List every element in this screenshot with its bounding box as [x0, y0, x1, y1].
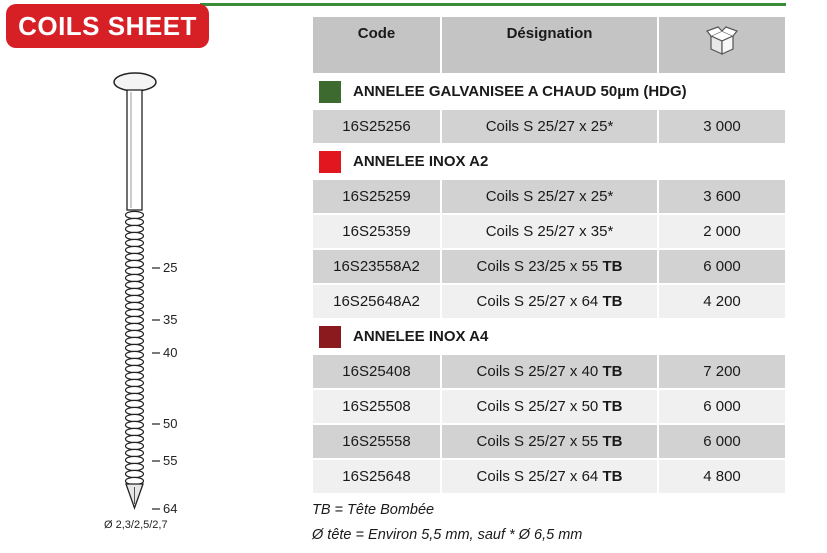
- nail-ring: [126, 379, 144, 386]
- cell-code: 16S25558: [313, 425, 442, 460]
- cell-quantity: 3 000: [659, 110, 785, 145]
- nail-ring: [126, 302, 144, 309]
- cell-code: 16S25259: [313, 180, 442, 215]
- cell-quantity: 6 000: [659, 250, 785, 285]
- nail-ring: [126, 295, 144, 302]
- nail-ring: [126, 344, 144, 351]
- cell-designation: [442, 460, 659, 495]
- nail-ring: [126, 393, 144, 400]
- nail-ring: [126, 267, 144, 274]
- nail-ring: [126, 288, 144, 295]
- designation-text: Coils S 25/27 x 50: [476, 398, 599, 415]
- nail-ring: [126, 246, 144, 253]
- cell-quantity: 3 600: [659, 180, 785, 215]
- table-row: [313, 390, 785, 425]
- designation-text: Coils S 25/27 x 64: [476, 468, 599, 485]
- nail-ring: [126, 274, 144, 281]
- section-title: [313, 145, 785, 180]
- nail-ring: [126, 456, 144, 463]
- designation-text: Coils S 25/27 x 25*: [485, 118, 614, 135]
- section-title-text: ANNELEE INOX A4: [353, 327, 489, 345]
- table-row: [313, 425, 785, 460]
- cell-designation: [442, 425, 659, 460]
- tb-marker: TB: [602, 363, 623, 380]
- nail-ring: [126, 337, 144, 344]
- section-title: [313, 320, 785, 355]
- cell-designation: [442, 110, 659, 145]
- section-title-text: ANNELEE INOX A2: [353, 152, 489, 170]
- cell-quantity: 4 800: [659, 460, 785, 495]
- dim-label-55: 55: [163, 453, 178, 468]
- table-row: [313, 355, 785, 390]
- nail-ring: [126, 351, 144, 358]
- nail-illustration: [0, 60, 200, 550]
- cell-quantity: 6 000: [659, 390, 785, 425]
- nail-ring: [126, 407, 144, 414]
- tb-marker: TB: [602, 398, 623, 415]
- dim-label-50: 50: [163, 416, 178, 431]
- nail-ring: [126, 358, 144, 365]
- table-header-row: [313, 17, 785, 75]
- nail-ring: [126, 253, 144, 260]
- nail-ring: [126, 421, 144, 428]
- designation-text: Coils S 25/27 x 35*: [485, 223, 614, 240]
- nail-ring: [126, 281, 144, 288]
- nail-ring: [126, 365, 144, 372]
- tb-marker: TB: [602, 293, 623, 310]
- designation-text: Coils S 25/27 x 64: [476, 293, 599, 310]
- cell-code: 16S25359: [313, 215, 442, 250]
- dim-label-35: 35: [163, 312, 178, 327]
- coils-sheet-badge: COILS SHEET: [6, 4, 209, 48]
- section-color-swatch: [319, 326, 341, 348]
- nail-ring: [126, 372, 144, 379]
- designation-text: Coils S 23/25 x 55: [476, 258, 599, 275]
- cell-quantity: 4 200: [659, 285, 785, 320]
- table-row: [313, 180, 785, 215]
- cell-code: 16S25508: [313, 390, 442, 425]
- cell-designation: [442, 215, 659, 250]
- designation-text: Coils S 25/27 x 40: [476, 363, 599, 380]
- section-color-swatch: [319, 81, 341, 103]
- dim-label-25: 25: [163, 260, 178, 275]
- nail-ring: [126, 449, 144, 456]
- nail-ring: [126, 323, 144, 330]
- nail-ring: [126, 463, 144, 470]
- table-row: [313, 250, 785, 285]
- cell-code: 16S25256: [313, 110, 442, 145]
- nail-ring: [126, 330, 144, 337]
- header-designation: Désignation: [442, 17, 659, 75]
- section-color-swatch: [319, 151, 341, 173]
- diameter-label: Ø 2,3/2,5/2,7: [104, 519, 168, 531]
- note-tb: TB = Tête Bombée: [312, 502, 435, 518]
- dim-label-64: 64: [163, 501, 178, 516]
- section-header-row: [313, 145, 785, 180]
- tb-marker: TB: [602, 468, 623, 485]
- header-code: Code: [313, 17, 442, 75]
- nail-ring: [126, 470, 144, 477]
- nail-ring: [126, 442, 144, 449]
- nail-ring: [126, 218, 144, 225]
- table-row: [313, 110, 785, 145]
- table-row: [313, 215, 785, 250]
- nail-ring: [126, 225, 144, 232]
- tb-marker: TB: [602, 433, 623, 450]
- tb-marker: TB: [602, 258, 623, 275]
- nail-ring: [126, 414, 144, 421]
- cell-quantity: 2 000: [659, 215, 785, 250]
- cell-designation: [442, 285, 659, 320]
- section-title-text: ANNELEE GALVANISEE A CHAUD 50µm (HDG): [353, 82, 687, 100]
- section-header-row: [313, 75, 785, 110]
- cell-designation: [442, 250, 659, 285]
- designation-text: Coils S 25/27 x 25*: [485, 188, 614, 205]
- designation-text: Coils S 25/27 x 55: [476, 433, 599, 450]
- cell-code: 16S25648: [313, 460, 442, 495]
- nail-ring: [126, 239, 144, 246]
- header-quantity: [659, 17, 785, 75]
- cell-code: 16S25408: [313, 355, 442, 390]
- note-head-diameter: Ø tête = Environ 5,5 mm, sauf * Ø 6,5 mm: [312, 527, 583, 543]
- box-icon: [705, 25, 739, 55]
- top-rule: [200, 3, 786, 6]
- cell-code: 16S23558A2: [313, 250, 442, 285]
- nail-ring: [126, 260, 144, 267]
- product-table: [313, 17, 785, 495]
- nail-ring: [126, 316, 144, 323]
- nail-ring: [126, 435, 144, 442]
- nail-ring: [126, 428, 144, 435]
- table-row: [313, 285, 785, 320]
- dim-label-40: 40: [163, 345, 178, 360]
- cell-designation: [442, 390, 659, 425]
- nail-ring: [126, 386, 144, 393]
- section-header-row: [313, 320, 785, 355]
- nail-ring: [126, 309, 144, 316]
- cell-designation: [442, 355, 659, 390]
- nail-ring: [126, 400, 144, 407]
- table-row: [313, 460, 785, 495]
- cell-quantity: 6 000: [659, 425, 785, 460]
- nail-ring: [126, 232, 144, 239]
- section-title: [313, 75, 785, 110]
- cell-designation: [442, 180, 659, 215]
- cell-quantity: 7 200: [659, 355, 785, 390]
- cell-code: 16S25648A2: [313, 285, 442, 320]
- nail-ring: [126, 211, 144, 218]
